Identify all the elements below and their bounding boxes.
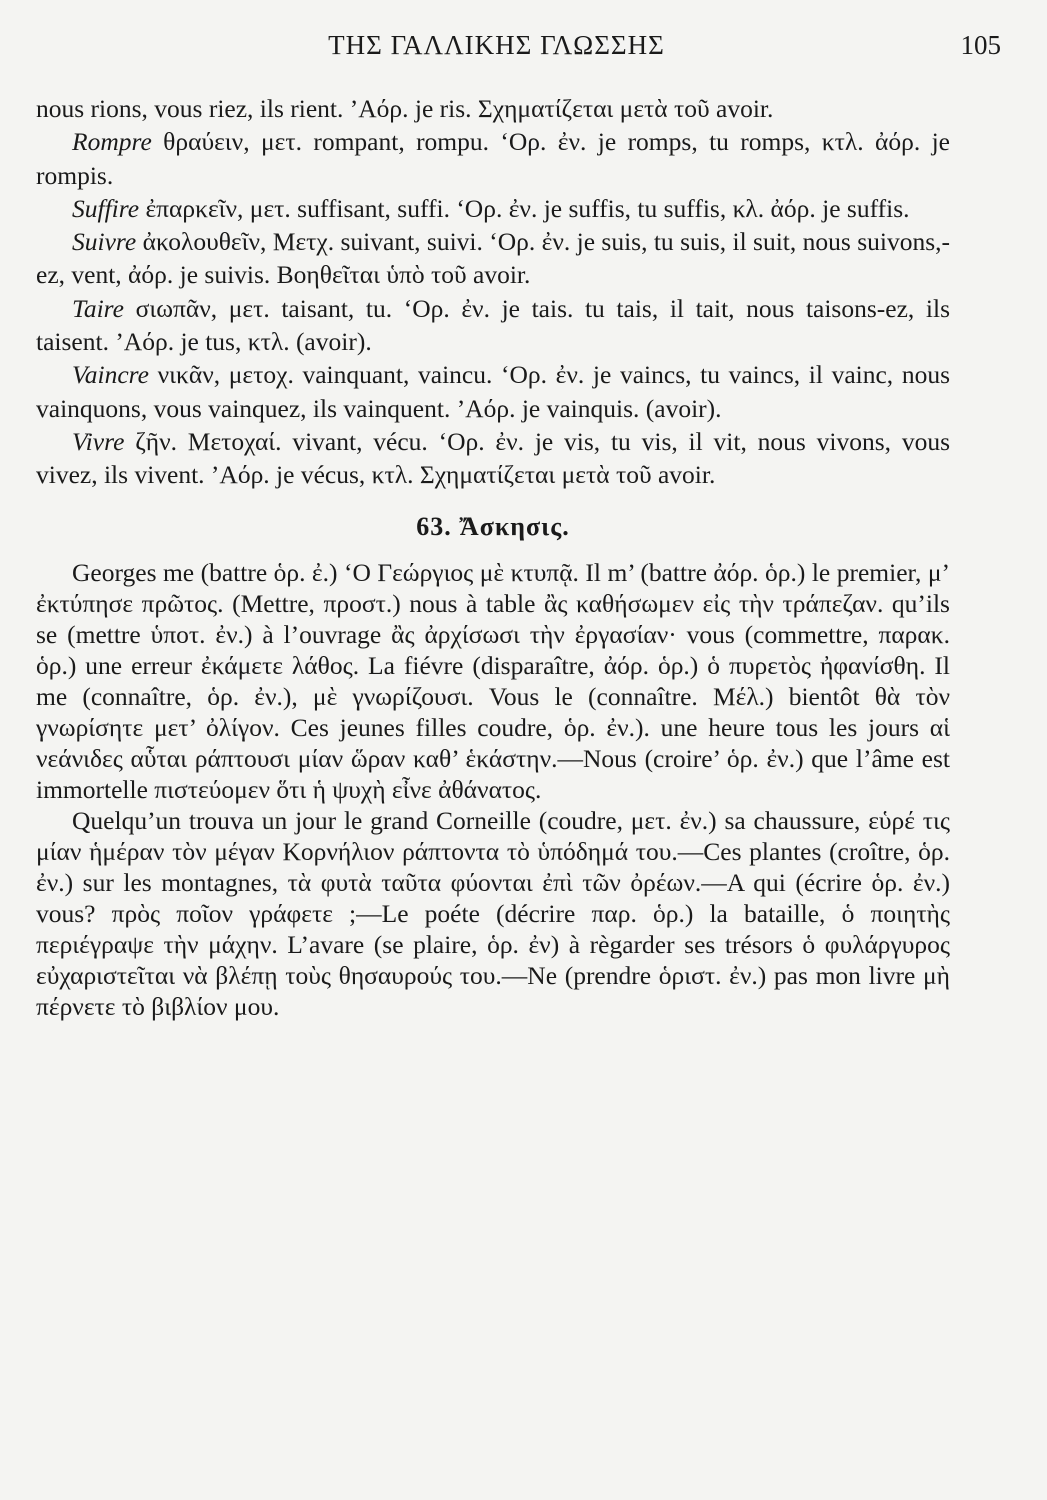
verb-entry-rompre — [36, 125, 950, 192]
exercise-paragraph: Georges me (battre ὁρ. ἐ.) ‘Ο Γεώργιος μὲ κτυπᾷ. Il m’ (battre ἀόρ. ὁρ.) le premier, μ’ ἐκτύπησε πρῶτος. (Mettre, προστ.) nous à table ἂς καθήσωμεν εἰς τὴν τράπεζαν. qu’ils se (mettre ὑποτ. ἐν.) à l’ouvrage ἂς ἀρχίσωσι τὴν ἐργασίαν· vous (commettre, παρακ. ὁρ.) une erreur ἐκάμετε λάθος. La fiévre (disparaître, ἀόρ. ὁρ.) ὁ πυρετὸς ἠφανίσθη. Il me (connaître, ὁρ. ἐν.), μὲ γνωρίζουσι. Vous le (connaître. Μέλ.) bientôt θὰ τὸν γνωρίσητε μετ’ ὀλίγον. Ces jeunes filles coudre, ὁρ. ἐν.). une heure tous les jours αἱ νεάνιδες αὗται ράπτουσι μίαν ὥραν καθ’ ἑκάστην.—Nous (croire’ ὁρ. ἐν.) que l’âme est immortelle πιστεύομεν ὅτι ἡ ψυχὴ εἶνε ἀθάνατος. — [36, 557, 950, 804]
verb-text: ζῆν. Μετοχαί. vivant, vécu. ‘Ορ. ἐν. je vis, tu vis, il vit, nous vivons, vous vivez, ils vivent. ’Αόρ. je vécus, κτλ. Σχηματίζεται μετὰ τοῦ avoir. — [36, 426, 950, 490]
section-title: 63. Ἄσκησις. — [416, 511, 570, 541]
verb-text: ἐπαρκεῖν, μετ. suffisant, suffi. ‘Ορ. ἐν. je suffis, tu suffis, κλ. ἀόρ. je suffis. — [139, 193, 910, 223]
running-header — [36, 30, 1001, 70]
verb-text: νικᾶν, μετοχ. vainquant, vaincu. ‘Ορ. ἐν. je vaincs, tu vaincs, il vainc, nous vainquons, vous vainquez, ils vainquent. ’Αόρ. je vainquis. (avoir). — [36, 360, 950, 423]
verb-entry-suffire — [36, 192, 950, 225]
exercise-paragraph: Quelqu’un trouva un jour le grand Corneille (coudre, μετ. ἐν.) sa chaussure, εὑρέ τις μίαν ἡμέραν τὸν μέγαν Κορνήλιον ράπτοντα τὸ ὑπόδημά του.—Ces plantes (croître, ὁρ. ἐν.) sur les montagnes, τὰ φυτὰ ταῦτα φύονται ἐπὶ τῶν ὀρέων.—A qui (écrire ὁρ. ἐν.) vous? πρὸς ποῖον γράφετε ;—Le poéte (décrire παρ. ὁρ.) la bataille, ὁ ποιητὴς περιέγραψε τὴν μάχην. L’avare (se plaire, ὁρ. ἐν) à règarder ses trésors ὁ φυλάργυρος εὐχαριστεῖται νὰ βλέπῃ τοὺς θησαυρούς του.—Ne (prendre ὁριστ. ἐν.) pas mon livre μὴ πέρνετε τὸ βιβλίον μου. — [36, 805, 950, 1021]
verb-entry-vivre — [36, 425, 950, 492]
verb-entry-vaincre — [36, 358, 950, 425]
verb-text: θραύειν, μετ. rompant, rompu. ‘Ορ. ἐν. je romps, tu romps, κτλ. ἀόρ. je rompis. — [36, 127, 950, 190]
verb-entry-taire — [36, 292, 950, 359]
verb-entry-suivre — [36, 225, 950, 292]
verb-head: Suivre — [72, 227, 137, 257]
verb-text: σιωπᾶν, μετ. taisant, tu. ‘Ορ. ἐν. je tais. tu tais, il tait, nous taisons-ez, ils taisent. ’Αόρ. je tus, κτλ. (avoir). — [36, 293, 950, 357]
running-title: ΤΗΣ ΓΑΛΛΙΚΗΣ ΓΛΩΣΣΗΣ — [328, 30, 665, 60]
verb-head: Taire — [72, 293, 124, 323]
verb-head: Suffire — [72, 193, 140, 223]
page-number: 105 — [960, 30, 1001, 60]
verb-head: Rompre — [72, 127, 152, 157]
verb-head: Vivre — [72, 426, 125, 456]
page-body — [36, 92, 950, 1022]
verb-text: ἀκολουθεῖν, Μετχ. suivant, suivi. ‘Ορ. ἐν. je suis, tu suis, il suit, nous suivons,-ez, vent, ἀόρ. je suivis. Βοηθεῖται ὑπὸ τοῦ avoir. — [36, 227, 950, 290]
verb-head: Vaincre — [72, 360, 149, 390]
intro-paragraph: nous rions, vous riez, ils rient. ’Αόρ. je ris. Σχηματίζεται μετὰ τοῦ avoir. — [36, 94, 774, 123]
